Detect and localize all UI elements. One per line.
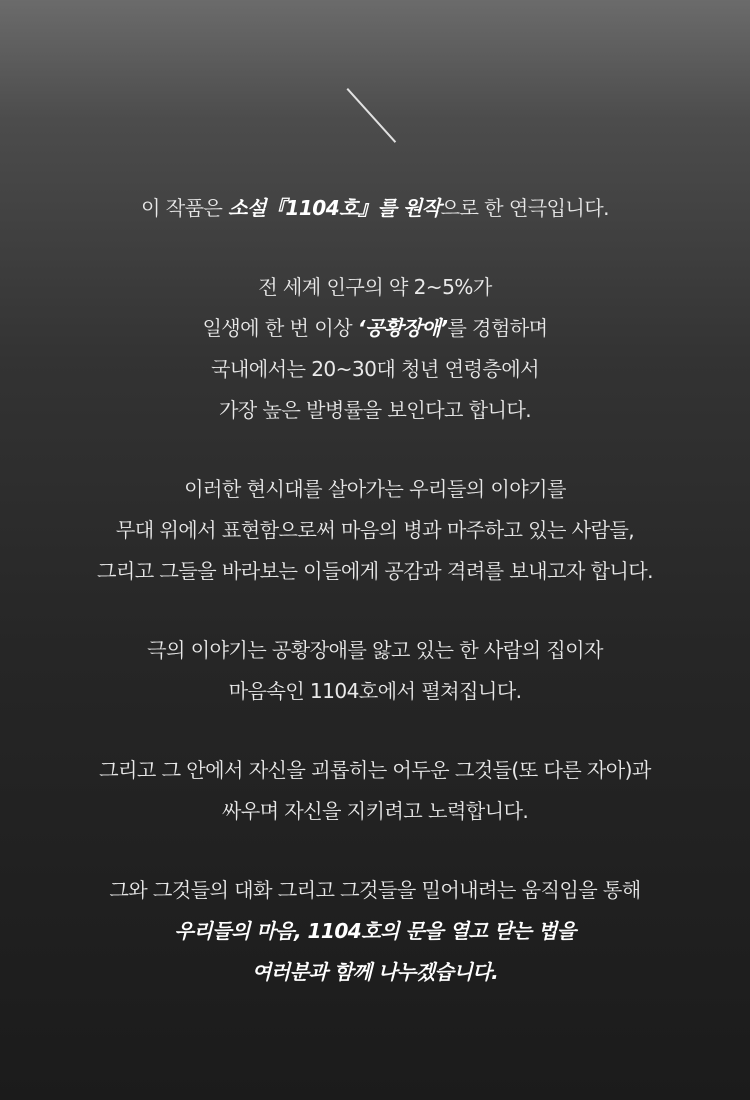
panic-disorder-highlight: ‘공황장애’ xyxy=(357,316,448,340)
paragraph-2-line-3: 그리고 그들을 바라보는 이들에게 공감과 격려를 보내고자 합니다. xyxy=(97,559,653,583)
paragraph-1-line-3: 국내에서는 20~30대 청년 연령층에서 xyxy=(211,357,539,381)
paragraph-1-line-2: 일생에 한 번 이상 ‘공황장애’를 경험하며 xyxy=(202,316,548,340)
paragraph-3-line-1: 극의 이야기는 공황장애를 앓고 있는 한 사람의 집이자 xyxy=(147,638,603,662)
intro-line: 이 작품은 소설『1104호』를 원작으로 한 연극입니다. xyxy=(141,196,609,220)
paragraph-3-line-2: 마음속인 1104호에서 펼쳐집니다. xyxy=(228,679,522,703)
paragraph-2-line-2: 무대 위에서 표현함으로써 마음의 병과 마주하고 있는 사람들, xyxy=(115,518,635,542)
paragraph-4-line-1: 그리고 그 안에서 자신을 괴롭히는 어두운 그것들(또 다른 자아)과 xyxy=(99,758,651,782)
paragraph-4-line-2: 싸우며 자신을 지키려고 노력합니다. xyxy=(221,799,529,823)
source-novel-highlight: 소설『1104호』를 원작 xyxy=(228,196,441,220)
paragraph-1-line-1: 전 세계 인구의 약 2~5%가 xyxy=(258,275,492,299)
decorative-diagonal-line xyxy=(347,88,396,143)
paragraph-5-line-1: 그와 그것들의 대화 그리고 그것들을 밀어내려는 움직임을 통해 xyxy=(109,878,641,902)
paragraph-1-line-4: 가장 높은 발병률을 보인다고 합니다. xyxy=(218,398,532,422)
paragraph-5-line-3: 여러분과 함께 나누겠습니다. xyxy=(251,960,499,984)
paragraph-5-line-2: 우리들의 마음, 1104호의 문을 열고 닫는 법을 xyxy=(174,919,576,943)
synopsis-text xyxy=(0,188,750,993)
paragraph-2-line-1: 이러한 현시대를 살아가는 우리들의 이야기를 xyxy=(184,477,566,501)
